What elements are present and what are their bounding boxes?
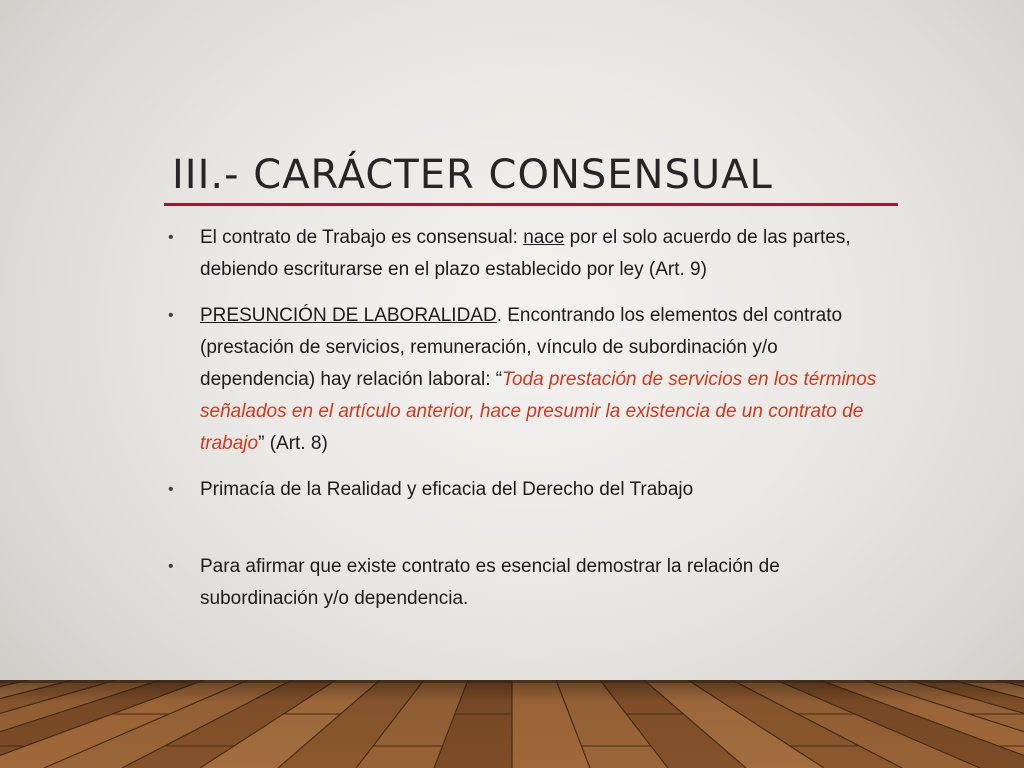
underlined-term: nace [523, 227, 565, 248]
bullet-text: Para afirmar que existe contrato es esencial demostrar la relación de subordinación y/o dependencia. [200, 556, 780, 609]
underlined-term: PRESUNCIÓN DE LABORALIDAD [200, 305, 497, 326]
wooden-floor [0, 680, 1024, 768]
bullet-text: Primacía de la Realidad y eficacia del Derecho del Trabajo [200, 479, 694, 500]
bullet-icon: • [168, 307, 174, 324]
bullet-text: por el solo acuerdo de las partes, debiendo escriturarse en el plazo establecido por ley (Art. 9) [200, 227, 851, 280]
bullet-text: El contrato de Trabajo es consensual: [200, 227, 524, 248]
legal-quote: Toda prestación de servicios en los términos señalados en el artículo anterior, hace presumir la existencia de un contrato de trabajo [200, 369, 877, 454]
title-underline-rule [164, 203, 898, 206]
bullet-icon: • [168, 481, 174, 498]
bullet-item-subordinacion [168, 551, 888, 615]
bullet-list [168, 222, 888, 629]
wooden-floor-graphic [0, 680, 1024, 768]
slide-title: III.- CARÁCTER CONSENSUAL [172, 152, 773, 198]
bullet-item-primacia [168, 474, 888, 506]
bullet-icon: • [168, 558, 174, 575]
bullet-icon: • [168, 229, 174, 246]
bullet-item-consensual [168, 222, 888, 286]
bullet-item-presuncion [168, 300, 888, 460]
bullet-text: . Encontrando los elementos del contrato (prestación de servicios, remuneración, vínculo de subordinación y/o dependencia) hay relación laboral: “ [200, 305, 843, 390]
bullet-text: ” (Art. 8) [258, 433, 328, 454]
